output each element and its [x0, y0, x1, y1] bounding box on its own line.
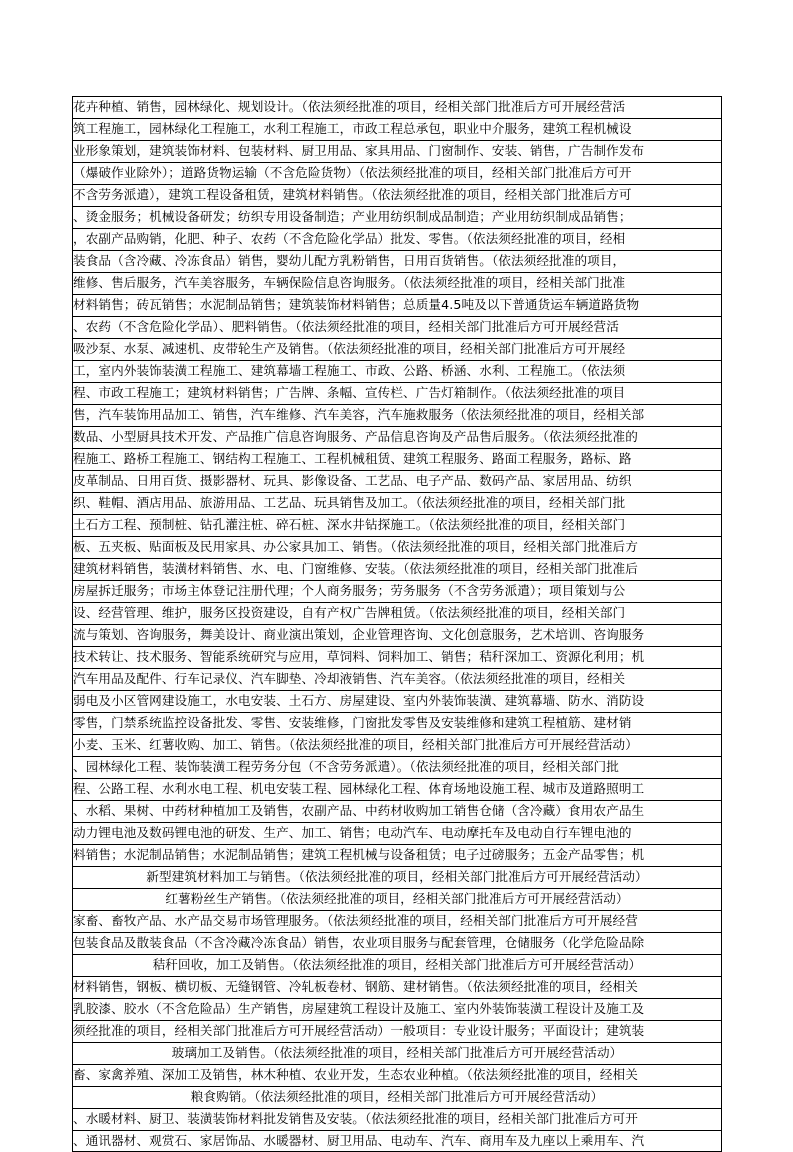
table-row [72, 162, 722, 184]
table-cell-text: 皮革制品、日用百货、摄影器材、玩具、影像设备、工艺品、电子产品、数码产品、家居用品、纺织 [73, 473, 632, 488]
table-cell-text: 畜、家禽养殖、深加工及销售，林木种植、农业开发，生态农业种植。（依法须经批准的项目，经相关 [73, 1067, 638, 1082]
table-row [72, 1020, 722, 1042]
table-row [72, 1042, 722, 1064]
table-row [72, 558, 722, 580]
table-cell-text: 筑工程施工，园林绿化工程施工，水利工程施工，市政工程总承包，职业中介服务，建筑工程机械设 [73, 121, 632, 136]
table-cell-text: 售，汽车装饰用品加工、销售，汽车维修、汽车美容，汽车施救服务（依法须经批准的项目，经相关部 [73, 407, 645, 422]
table-row [72, 492, 722, 514]
table-row [72, 250, 722, 272]
spreadsheet-page [72, 96, 722, 1152]
table-cell-text: 粮食购销。（依法须经批准的项目，经相关部门批准后方可开展经营活动） [190, 1089, 604, 1104]
table-cell-text: 、水暖材料、厨卫、装潢装饰材料批发销售及安装。（依法须经批准的项目，经相关部门批准后方可开 [73, 1111, 638, 1126]
table-cell-text: 料销售；水泥制品销售；水泥制品销售；建筑工程机械与设备租赁；电子过磅服务；五金产品零售；机 [73, 847, 645, 862]
table-row [72, 404, 722, 426]
table-row [72, 602, 722, 624]
table-row [72, 118, 722, 140]
table-cell-text: 吸沙泵、水泵、减速机、皮带轮生产及销售。（依法须经批准的项目，经相关部门批准后方可开展经 [73, 341, 626, 356]
table-row [72, 844, 722, 866]
table-cell-text: 程、公路工程、水利水电工程、机电安装工程、园林绿化工程、体育场地设施工程、城市及道路照明工 [73, 781, 645, 796]
table-row [72, 932, 722, 954]
table-cell-text: 建筑材料销售，装潢材料销售、水、电、门窗维修、安装。（依法须经批准的项目，经相关部门批准后 [73, 561, 638, 576]
table-cell-text: 不含劳务派遣），建筑工程设备租赁，建筑材料销售。（依法须经批准的项目，经相关部门批准后方可 [73, 187, 632, 202]
table-row [72, 690, 722, 712]
table-row [72, 998, 722, 1020]
table-row [72, 668, 722, 690]
table-row [72, 338, 722, 360]
table-cell-text: 家畜、畜牧产品、水产品交易市场管理服务。（依法须经批准的项目，经相关部门批准后方可开展经营 [73, 913, 638, 928]
table-row [72, 96, 722, 118]
table-row [72, 646, 722, 668]
table-row [72, 184, 722, 206]
table-row [72, 1108, 722, 1130]
table-row [72, 712, 722, 734]
table-row [72, 580, 722, 602]
table-cell-text: 织、鞋帽、酒店用品、旅游用品、工艺品、玩具销售及加工。（依法须经批准的项目，经相关部门批 [73, 495, 626, 510]
table-cell-text: 业形象策划，建筑装饰材料、包装材料、厨卫用品、家具用品、门窗制作、安装、销售，广告制作发布 [73, 143, 645, 158]
table-row [72, 822, 722, 844]
table-cell-text: 工，室内外装饰装潢工程施工、建筑幕墙工程施工、市政、公路、桥涵、水利、工程施工。（依法须 [73, 363, 626, 378]
table-row [72, 624, 722, 646]
table-row [72, 272, 722, 294]
table-row [72, 1086, 722, 1108]
table-cell-text: 玻璃加工及销售。（依法须经批准的项目，经相关部门批准后方可开展经营活动） [171, 1045, 623, 1060]
table-cell-text: 技术转让、技术服务、智能系统研究与应用，草饲料、饲料加工、销售；秸秆深加工、资源化利用；机 [73, 649, 645, 664]
table-row [72, 888, 722, 910]
table-row [72, 206, 722, 228]
table-cell-text: 土石方工程、预制桩、钻孔灌注桩、碎石桩、深水井钻探施工。（依法须经批准的项目，经相关部门 [73, 517, 626, 532]
table-row [72, 954, 722, 976]
table-row [72, 382, 722, 404]
table-row [72, 316, 722, 338]
table-cell-text: 须经批准的项目，经相关部门批准后方可开展经营活动）一般项目：专业设计服务；平面设计；建筑装 [73, 1023, 645, 1038]
table-row [72, 976, 722, 998]
table-row [72, 140, 722, 162]
table-cell-text: 包装食品及散装食品（不含冷藏冷冻食品）销售，农业项目服务与配套管理，仓储服务（化学危险品除 [73, 935, 645, 950]
table-row [72, 426, 722, 448]
table-cell-text: 数品、小型厨具技术开发、产品推广信息咨询服务、产品信息咨询及产品售后服务。（依法须经批准的 [73, 429, 638, 444]
table-row [72, 1130, 722, 1152]
table-cell-text: （爆破作业除外）；道路货物运输（不含危险货物）（依法须经批准的项目，经相关部门批准后方可开 [73, 165, 632, 180]
table-row [72, 228, 722, 250]
table-cell-text: ，农副产品购销，化肥、种子、农药（不含危险化学品）批发、零售。（依法须经批准的项目，经相 [73, 231, 626, 246]
table-cell-text: 材料销售，钢板、横切板、无缝钢管、冷轧板卷材、钢筋、建材销售。（依法须经批准的项目，经相关 [73, 979, 638, 994]
table-cell-text: 房屋拆迁服务；市场主体登记注册代理；个人商务服务；劳务服务（不含劳务派遣）；项目策划与公 [73, 583, 626, 598]
table-cell-text: 红薯粉丝生产销售。（依法须经批准的项目，经相关部门批准后方可开展经营活动） [165, 891, 629, 906]
table-cell-text: 汽车用品及配件、行车记录仪、汽车脚垫、冷却液销售、汽车美容。（依法须经批准的项目，经相关 [73, 671, 626, 686]
table-row [72, 536, 722, 558]
table-cell-text: 、通讯器材、观赏石、家居饰品、水暖器材、厨卫用品、电动车、汽车、商用车及九座以上乘用车、汽 [73, 1133, 645, 1148]
table-cell-text: 装食品（含冷藏、冷冻食品）销售，婴幼儿配方乳粉销售，日用百货销售。（依法须经批准的项目， [73, 253, 626, 268]
table-cell-text: 新型建筑材料加工与销售。（依法须经批准的项目，经相关部门批准后方可开展经营活动） [146, 869, 648, 884]
table-row [72, 514, 722, 536]
table-cell-text: 秸秆回收，加工及销售。（依法须经批准的项目，经相关部门批准后方可开展经营活动） [152, 957, 642, 972]
table-cell-text: 乳胶漆、胶水（不含危险品）生产销售，房屋建筑工程设计及施工、室内外装饰装潢工程设计及施工及 [73, 1001, 645, 1016]
table-cell-text: 零售，门禁系统监控设备批发、零售、安装维修，门窗批发零售及安装维修和建筑工程植筋、建材销 [73, 715, 632, 730]
table-cell-text: 动力锂电池及数码锂电池的研发、生产、加工、销售；电动汽车、电动摩托车及电动自行车锂电池的 [73, 825, 632, 840]
table-cell-text: 、园林绿化工程、装饰装潢工程劳务分包（不含劳务派遣）。（依法须经批准的项目，经相关部门批 [73, 759, 619, 774]
table-row [72, 910, 722, 932]
table-cell-text: 流与策划、咨询服务，舞美设计、商业演出策划，企业管理咨询、文化创意服务，艺术培训、咨询服务 [73, 627, 645, 642]
table-cell-text: 花卉种植、销售，园林绿化、规划设计。（依法须经批准的项目，经相关部门批准后方可开展经营活 [73, 99, 626, 114]
table-cell-text: 板、五夹板、贴面板及民用家具、办公家具加工、销售。（依法须经批准的项目，经相关部门批准后方 [73, 539, 638, 554]
table-cell-text: 程、市政工程施工；建筑材料销售；广告牌、条幅、宣传栏、广告灯箱制作。（依法须经批准的项目 [73, 385, 626, 400]
table-cell-text: 维修、售后服务，汽车美容服务，车辆保险信息咨询服务。（依法须经批准的项目，经相关部门批准 [73, 275, 626, 290]
table-cell-text: 、农药（不含危险化学品）、肥料销售。（依法须经批准的项目，经相关部门批准后方可开展经营活 [73, 319, 619, 334]
table-cell-text: 、水稻、果树、中药材种植加工及销售，农副产品、中药材收购加工销售仓储（含冷藏）食用农产品生 [73, 803, 645, 818]
table-row [72, 756, 722, 778]
table-row [72, 778, 722, 800]
table-row [72, 294, 722, 316]
table-row [72, 866, 722, 888]
table-row [72, 448, 722, 470]
table-row [72, 1064, 722, 1086]
table-cell-text: 材料销售；砖瓦销售；水泥制品销售；建筑装饰材料销售；总质量4.5吨及以下普通货运车辆道路货物 [73, 297, 640, 312]
table-cell-text: 小麦、玉米、红薯收购、加工、销售。（依法须经批准的项目，经相关部门批准后方可开展经营活动） [73, 737, 638, 752]
table-row [72, 360, 722, 382]
table-row [72, 470, 722, 492]
table-cell-text: 程施工、路桥工程施工、钢结构工程施工、工程机械租赁、建筑工程服务、路面工程服务，路标、路 [73, 451, 632, 466]
table-row [72, 734, 722, 756]
table-cell-text: 、烫金服务；机械设备研发；纺织专用设备制造；产业用纺织制成品制造；产业用纺织制成品销售； [73, 209, 632, 224]
table-cell-text: 弱电及小区管网建设施工，水电安装、土石方、房屋建设、室内外装饰装潢、建筑幕墙、防水、消防设 [73, 693, 645, 708]
table-row [72, 800, 722, 822]
table-cell-text: 设、经营管理、维护，服务区投资建设，自有产权广告牌租赁。（依法须经批准的项目，经相关部门 [73, 605, 626, 620]
